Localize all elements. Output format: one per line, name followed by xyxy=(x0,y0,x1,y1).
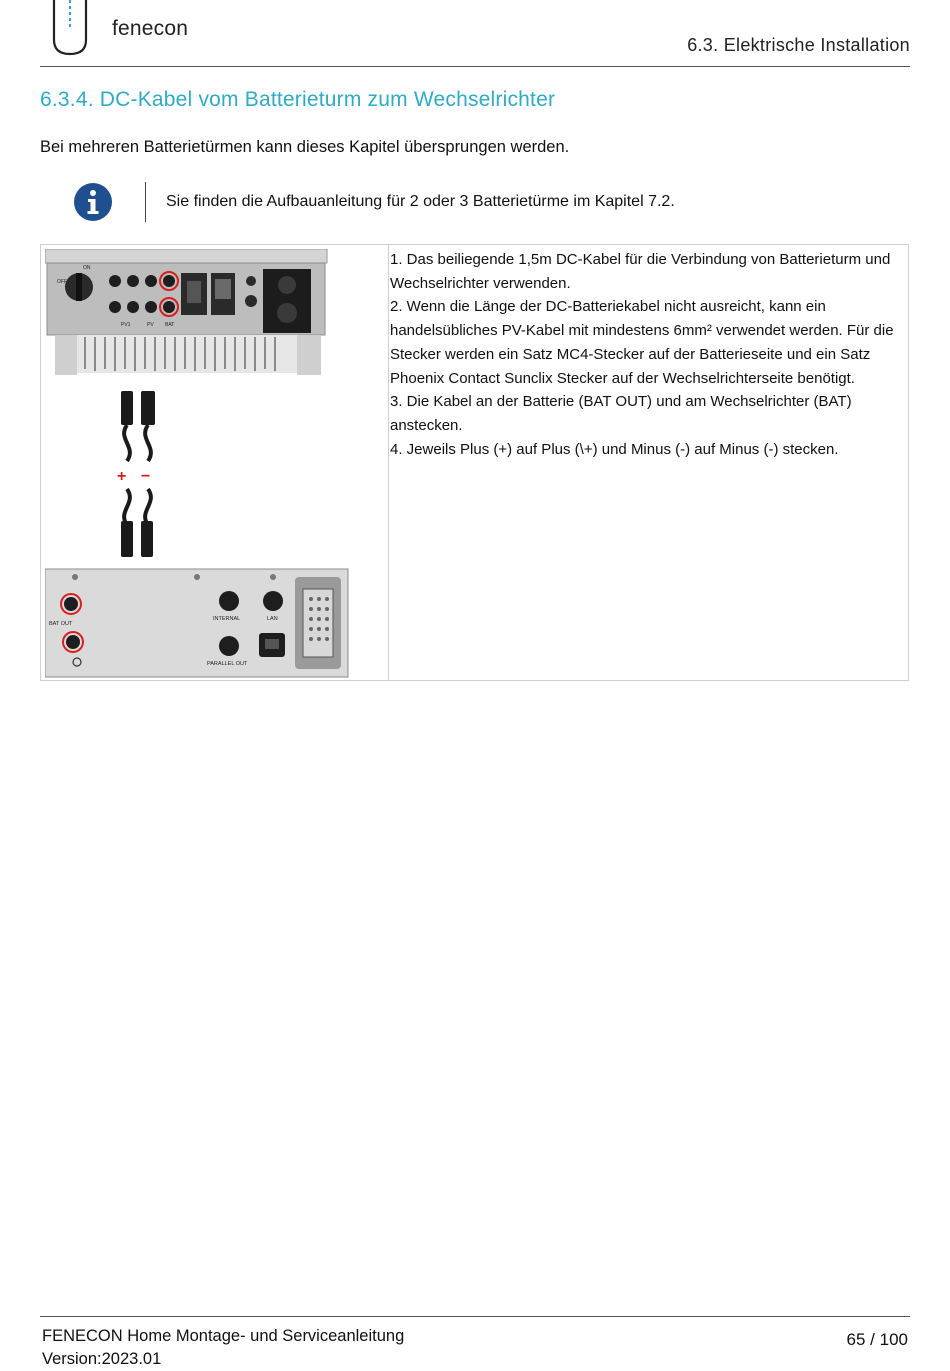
note-text: Sie finden die Aufbauanleitung für 2 oder 3 Batterietürme im Kapitel 7.2. xyxy=(166,193,675,210)
page-footer xyxy=(40,1316,910,1368)
instruction-table xyxy=(40,244,909,681)
inverter-label-pv1: PV1 xyxy=(121,322,131,328)
battery-label-internal: INTERNAL xyxy=(213,616,241,622)
document-version: Version:2023.01 xyxy=(42,1350,162,1368)
inverter-label-on: ON xyxy=(83,265,91,271)
step-item: 4. Jeweils Plus (+) auf Plus (\+) und Minus (-) auf Minus (-) stecken. xyxy=(390,440,839,458)
fenecon-logo-icon xyxy=(48,0,92,58)
note-divider xyxy=(145,182,146,222)
inverter-label-pv: PV xyxy=(147,322,154,328)
step-item: 2. Wenn die Länge der DC-Batteriekabel nicht ausreicht, kann ein handelsübliches PV-Kabel mit mindestens 6mm² verwendet werden. Für die Stecker werden ein Satz MC4-Stecker auf der Batterieseite und ein Satz Phoenix Contact Sunclix Stecker auf der Wechselrichterseite benötigt. xyxy=(390,298,894,387)
plus-label: + xyxy=(117,468,127,485)
inverter-illustration xyxy=(45,249,327,375)
document-title: FENECON Home Montage- und Serviceanleitung xyxy=(42,1327,405,1345)
battery-panel-illustration xyxy=(45,569,348,677)
battery-label-lan: LAN xyxy=(267,616,278,622)
info-icon xyxy=(73,182,113,222)
page-header xyxy=(40,0,910,67)
battery-label-parallel-out: PARALLEL OUT xyxy=(207,661,248,667)
info-note xyxy=(70,180,870,224)
brand-name: fenecon xyxy=(112,17,189,40)
page-total: 100 xyxy=(879,1330,908,1349)
page-number xyxy=(847,1330,909,1350)
inverter-label-bat: BAT xyxy=(165,322,175,328)
page-current: 65 xyxy=(846,1330,866,1349)
page-title: 6.3.4. DC-Kabel vom Batterieturm zum Wechselrichter xyxy=(40,88,556,111)
section-reference: 6.3. Elektrische Installation xyxy=(687,35,910,55)
battery-label-bat-out: BAT OUT xyxy=(49,621,73,627)
inverter-label-off: OFF xyxy=(57,279,67,285)
table-column-divider xyxy=(388,245,389,680)
connection-diagram xyxy=(45,249,385,679)
dc-cable-illustration xyxy=(117,391,155,557)
step-item: 3. Die Kabel an der Batterie (BAT OUT) und am Wechselrichter (BAT) anstecken. xyxy=(390,393,852,434)
intro-text: Bei mehreren Batterietürmen kann dieses Kapitel übersprungen werden. xyxy=(40,138,570,156)
document-info xyxy=(42,1325,404,1371)
page-separator: / xyxy=(870,1330,875,1349)
minus-label: − xyxy=(141,468,151,485)
instruction-steps xyxy=(390,248,910,461)
step-item: 1. Das beiliegende 1,5m DC-Kabel für die Verbindung von Batterieturm und Wechselrichter verwenden. xyxy=(390,251,891,292)
